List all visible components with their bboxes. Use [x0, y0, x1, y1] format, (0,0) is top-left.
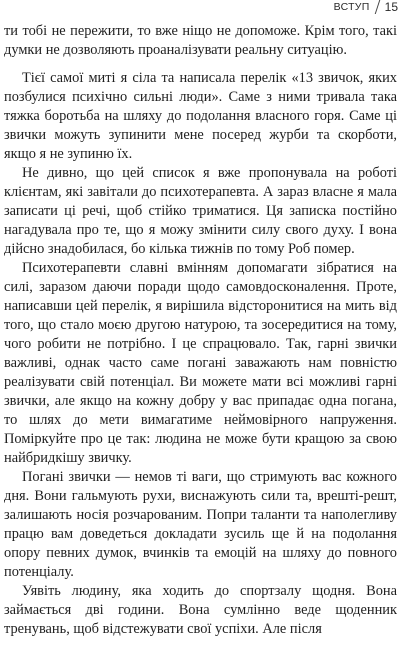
- paragraph: Тієї самої миті я сіла та написала перелік «13 звичок, яких позбулися психічно сильні люди». Саме з ними тривала така тяжка боротьба на шляху до подолання власного горя. Саме ці звички можуть зупинити мене посеред журби та скорботи, якщо я не зупиню їх.: [4, 70, 397, 162]
- paragraph: Не дивно, що цей список я вже пропонувала на роботі клієнтам, які завітали до психотерапевта. А зараз власне я мала записати ці речі, щоб стійко триматися. Ця записка постійно нагадувала про те, що я можу змінити силу свого духу. І вона дійсно знадобилася, бо кілька тижнів по тому Роб помер.: [4, 165, 397, 257]
- paragraph: Погані звички — немов ті ваги, що стримують вас кожного дня. Вони гальмують рухи, виснажують сили та, врешті-решт, залишають носія розчарованим. Попри таланти та наполегливу працю вам доведеться докладати зусиль ще й на подолання опору певних думок, вчинків та емоцій на шляху до повного потенціалу.: [4, 469, 397, 580]
- running-head: [334, 0, 398, 14]
- paragraph: ти тобі не пережити, то вже ніщо не допоможе. Крім того, такі думки не дозволяють проаналізувати реальну ситуацію.: [4, 23, 397, 58]
- paragraph: Психотерапевти славні вмінням допомагати зібратися на силі, заразом даючи поради щодо самовдосконалення. Проте, написавши цей перелік, я вирішила відсторонитися на мить від того, що стало моєю другою натурою, та зосередитися на тому, чого робити не потрібно. І це спрацювало. Так, гарні звички важливі, однак часто саме погані заважають нам повністю реалізувати свій потенціал. Ви можете мати всі можливі гарні звички, але якщо на кожну добру у вас припадає одна погана, то шлях до мети вимагатиме неймовірного напруження. Поміркуйте про це так: людина не може бути кращою за свою найбридкішу звичку.: [4, 260, 397, 466]
- header-separator: [374, 0, 380, 14]
- page-number: 15: [384, 0, 398, 14]
- section-name: ВСТУП: [333, 1, 370, 13]
- body-text: [4, 22, 397, 639]
- paragraph: Уявіть людину, яка ходить до спортзалу щодня. Вона займається дві години. Вона сумлінно веде щоденник тренувань, щоб відстежувати свої успіхи. Але після: [4, 583, 397, 637]
